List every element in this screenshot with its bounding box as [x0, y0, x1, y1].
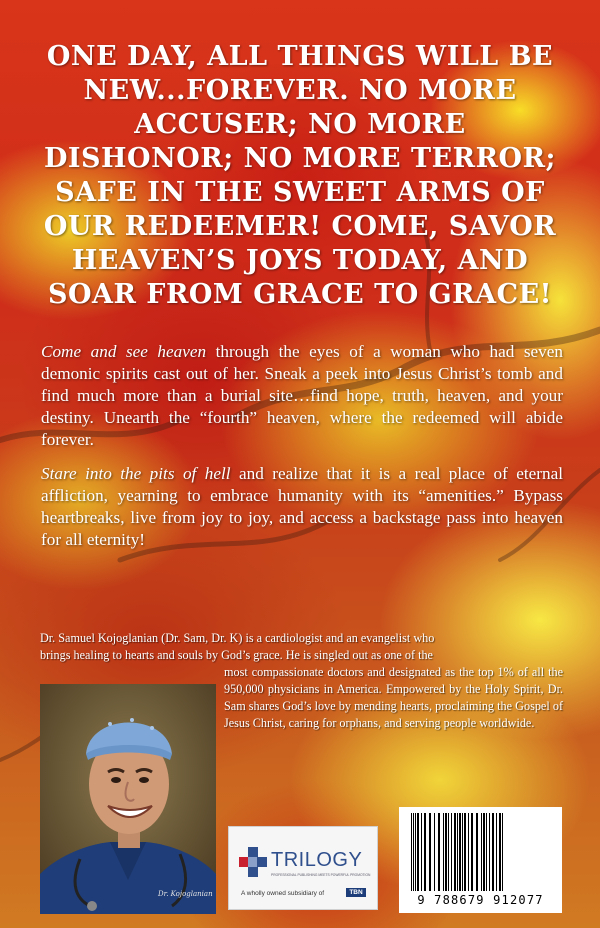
barcode-bar — [415, 813, 416, 891]
isbn-barcode — [399, 807, 562, 913]
publisher-name: TRILOGY — [271, 849, 363, 871]
barcode-bar — [443, 813, 444, 891]
barcode-bar — [411, 813, 412, 891]
barcode-bar — [438, 813, 440, 891]
barcode-bar — [451, 813, 452, 891]
barcode-bar — [476, 813, 478, 891]
barcode-bar — [462, 813, 463, 891]
barcode-bar — [454, 813, 456, 891]
paragraph-2-lead: Stare into the pits of hell — [41, 464, 231, 483]
barcode-bar — [499, 813, 501, 891]
headline: ONE DAY, ALL THINGS WILL BE NEW...FOREVER. NO MORE ACCUSER; NO MORE DISHONOR; NO MORE TERROR; SAFE IN THE SWEET ARMS OF OUR REDEEMER! COME, SAVOR HEAVEN’S JOYS TODAY, AND SOAR FROM GRACE TO GRACE! — [43, 41, 557, 310]
paragraph-1-text: through the eyes of a woman who had seven demonic spirits cast out of her. Sneak a peek into Jesus Christ’s tomb and find much more than a burial site…find hope, truth, heaven, and your destiny. Unearth the “fourth” heaven, where the redeemed will abide forever. — [41, 342, 563, 449]
barcode-bar — [492, 813, 494, 891]
barcode-bar — [471, 813, 473, 891]
isbn-number: 9 788679 912077 — [417, 893, 544, 907]
description-paragraph-2 — [41, 463, 563, 551]
scrubs-signature: Dr. Kojoglanian — [158, 890, 213, 898]
barcode-bar — [457, 813, 458, 891]
barcode-bar — [434, 813, 435, 891]
barcode-bar — [496, 813, 497, 891]
paragraph-1-lead: Come and see heaven — [41, 342, 207, 361]
barcode-bar — [464, 813, 466, 891]
publisher-logo — [228, 826, 378, 910]
barcode-bar — [468, 813, 469, 891]
paragraph-2-text: and realize that it is a real place of eternal affliction, yearning to embrace humanity with its “amenities.” Bypass heartbreaks, live from joy to joy, and access a backstage pass into heaven for all eternity! — [41, 464, 563, 549]
author-photo — [40, 684, 216, 914]
barcode-bar — [445, 813, 447, 891]
barcode-bar — [502, 813, 503, 891]
barcode-bar — [429, 813, 431, 891]
barcode-bar — [413, 813, 414, 891]
barcode-bar — [483, 813, 485, 891]
barcode-bar — [486, 813, 487, 891]
barcode-bar — [448, 813, 449, 891]
barcode-bar — [417, 813, 419, 891]
publisher-subsidiary-text: A wholly owned subsidiary of — [241, 890, 325, 897]
publisher-tagline: PROFESSIONAL PUBLISHING MEETS POWERFUL PROMOTION — [271, 873, 371, 877]
author-portrait-image — [40, 684, 216, 914]
author-bio-rest: most compassionate doctors and designated as the top 1% of all the 950,000 physicians in America. Empowered by the Holy Spirit, Dr. Sam shares God’s love by mending hearts, proclaiming the Gospel of Jesus Christ, caring for orphans, and serving people worldwide. — [224, 664, 563, 730]
barcode-bar — [459, 813, 461, 891]
description-paragraph-1 — [41, 341, 563, 451]
barcode-bar — [424, 813, 426, 891]
trilogy-cross-icon — [239, 847, 267, 877]
author-bio-line-2: brings healing to hearts and souls by God’s grace. He is singled out as one of the — [40, 647, 433, 662]
barcode-bars — [399, 807, 562, 893]
tbn-logo: TBN — [346, 888, 366, 897]
barcode-bar — [489, 813, 490, 891]
barcode-bar — [481, 813, 482, 891]
barcode-bar — [421, 813, 422, 891]
author-bio-line-1: Dr. Samuel Kojoglanian (Dr. Sam, Dr. K) is a cardiologist and an evangelist who — [40, 631, 435, 645]
